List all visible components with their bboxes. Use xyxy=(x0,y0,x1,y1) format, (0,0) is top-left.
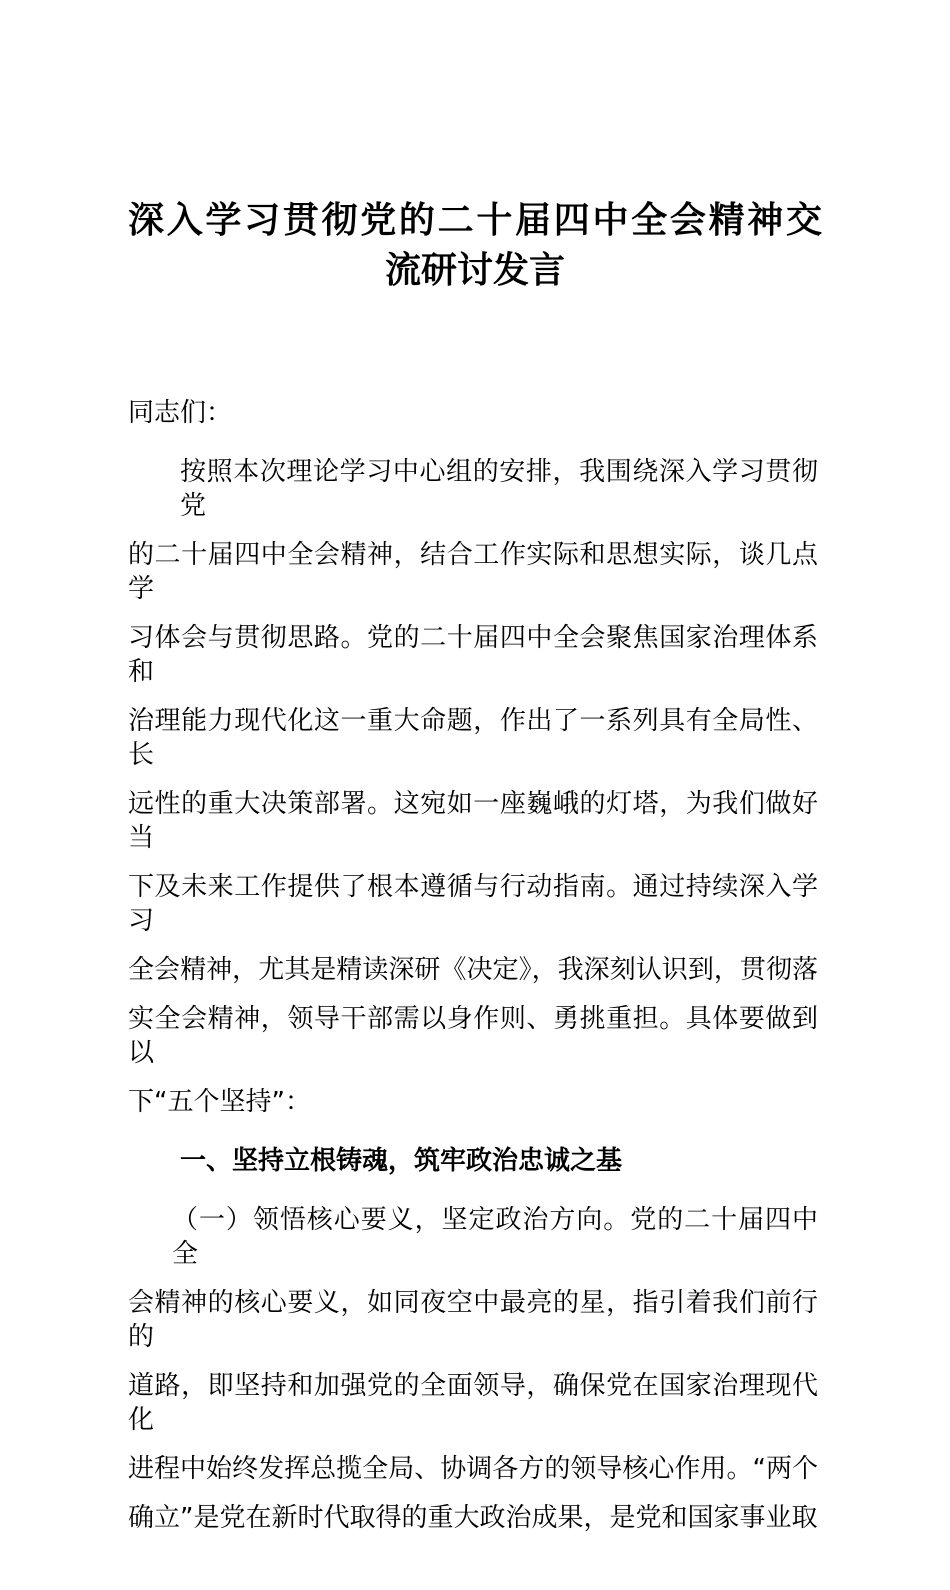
intro-line: 远性的重大决策部署。这宛如一座巍峨的灯塔，为我们做好当 xyxy=(128,789,818,853)
intro-line: 全会精神，尤其是精读深研《决定》，我深刻认识到，贯彻落 xyxy=(128,955,818,985)
section-line: 确立”是党在新时代取得的重大政治成果，是党和国家事业取 xyxy=(128,1503,818,1533)
intro-line: 治理能力现代化这一重大命题，作出了一系列具有全局性、长 xyxy=(128,706,818,770)
salutation: 同志们： xyxy=(128,398,233,428)
intro-line: 的二十届四中全会精神，结合工作实际和思想实际，谈几点学 xyxy=(128,540,818,604)
document-title-line-1: 深入学习贯彻党的二十届四中全会精神交 xyxy=(128,200,822,241)
intro-line: 实全会精神，领导干部需以身作则、勇挑重担。具体要做到以 xyxy=(128,1004,818,1068)
document-title-line-2: 流研讨发言 xyxy=(384,250,565,291)
section-line: 会精神的核心要义，如同夜空中最亮的星，指引着我们前行的 xyxy=(128,1288,818,1352)
intro-line: 下“五个坚持”： xyxy=(128,1087,311,1117)
section-line: （一）领悟核心要义，坚定政治方向。党的二十届四中全 xyxy=(172,1205,818,1269)
section-line: 道路，即坚持和加强党的全面领导，确保党在国家治理现代化 xyxy=(128,1371,818,1435)
intro-line: 下及未来工作提供了根本遵循与行动指南。通过持续深入学习 xyxy=(128,872,818,936)
section-heading: 一、坚持立根铸魂，筑牢政治忠诚之基 xyxy=(180,1146,623,1176)
intro-line: 习体会与贯彻思路。党的二十届四中全会聚焦国家治理体系和 xyxy=(128,623,818,687)
intro-line: 按照本次理论学习中心组的安排，我围绕深入学习贯彻党 xyxy=(180,457,818,521)
section-line: 进程中始终发挥总揽全局、协调各方的领导核心作用。“两个 xyxy=(128,1454,818,1484)
